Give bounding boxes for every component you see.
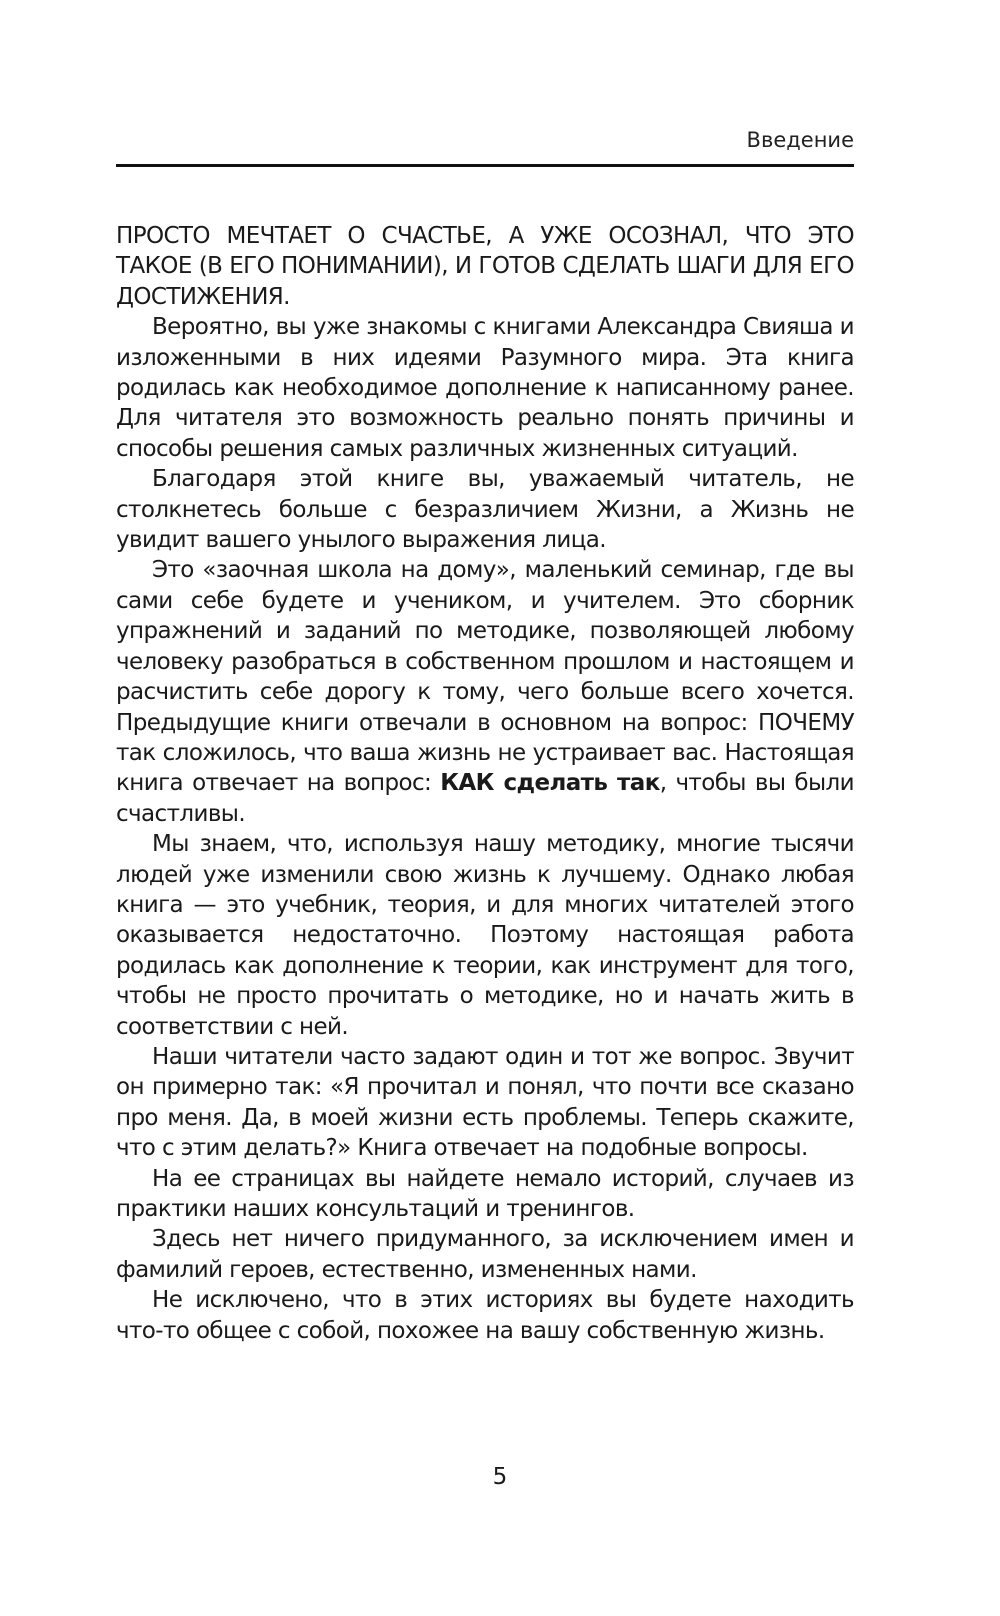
paragraph-6: Наши читатели часто задают один и тот же вопрос. Звучит он примерно так: «Я прочитал и понял, что почти все сказано про меня. Да, в моей жизни есть проблемы. Теперь скажите, что с этим делать?» Книга отвечает на подобные вопросы. — [116, 1043, 854, 1162]
paragraph-7: На ее страницах вы найдете немало историй, случаев из практики наших консультаций и тренингов. — [116, 1165, 854, 1222]
paragraph-1: ПРОСТО МЕЧТАЕТ О СЧАСТЬЕ, А УЖЕ ОСОЗНАЛ, ЧТО ЭТО ТАКОЕ (В ЕГО ПОНИМАНИИ), И ГОТОВ СДЕЛАТЬ ШАГИ ДЛЯ ЕГО ДОСТИЖЕНИЯ. — [116, 223, 854, 310]
paragraph-4-text-after: , чтобы вы были счастливы. — [116, 770, 854, 827]
paragraph-4 — [116, 555, 854, 829]
emphasis-how-to-do: КАК сделать так — [440, 770, 660, 797]
body-text — [116, 221, 854, 1346]
paragraph-8: Здесь нет ничего придуманного, за исключением имен и фамилий героев, естественно, измененных нами. — [116, 1226, 854, 1283]
header-rule — [116, 164, 854, 167]
paragraph-5: Мы знаем, что, используя нашу методику, многие тысячи людей уже изменили свою жизнь к лучшему. Однако любая книга — это учебник, теория, и для многих читателей этого оказывается недостаточно. Поэтому настоящая работа родилась как дополнение к теории, как инструмент для того, чтобы не просто прочитать о методике, но и начать жить в соответствии с ней. — [116, 831, 854, 1040]
paragraph-2: Вероятно, вы уже знакомы с книгами Александра Свияша и изложенными в них идеями Разумного мира. Эта книга родилась как необходимое дополнение к написанному ранее. Для читателя это возможность реально понять причины и способы решения самых различных жизненных ситуаций. — [116, 314, 854, 462]
paragraph-3: Благодаря этой книге вы, уважаемый читатель, не столкнетесь больше с безразличием Жизни, а Жизнь не увидит вашего унылого выражения лица. — [116, 466, 854, 554]
paragraph-4-text-before: Это «заочная школа на дому», маленький семинар, где вы сами себе будете и учеником, и учителем. Это сборник упражнений и заданий по методике, позволяющей любому человеку разобраться в собственном прошлом и настоящем и расчистить себе дорогу к тому, чего больше всего хочется. Предыдущие книги отвечали в основном на вопрос: ПОЧЕМУ так сложилось, что ваша жизнь не устраивает вас. Настоящая книга отвечает на вопрос: — [116, 557, 854, 797]
paragraph-9: Не исключено, что в этих историях вы будете находить что-то общее с собой, похожее на вашу собственную жизнь. — [116, 1287, 854, 1344]
page-number: 5 — [492, 1464, 508, 1490]
running-head: Введение — [746, 128, 854, 152]
